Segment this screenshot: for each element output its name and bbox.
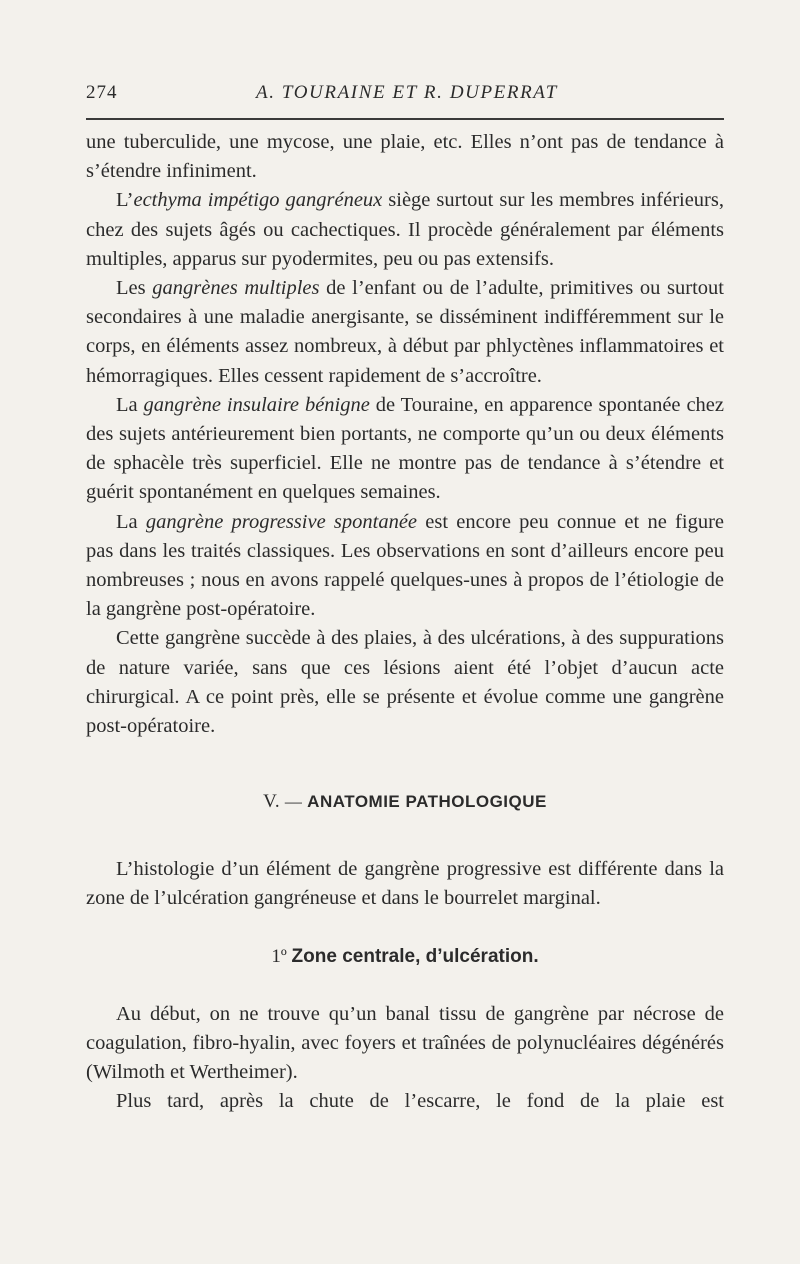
paragraph-ecthyma — [86, 186, 724, 274]
paragraph-prefix: La — [116, 510, 146, 533]
italic-term: gangrènes multiples — [152, 277, 320, 300]
paragraph-gangrene-progressive — [86, 508, 724, 625]
section-dash: — — [280, 792, 308, 812]
paragraph-text: Au début, on ne trouve qu’un banal tissu de gangrène par nécrose de coagulation, fibro-hyalin, avec foyers et traînées de polynucléaires dégénérés (Wilmoth et Wertheimer). — [86, 1002, 724, 1084]
paragraph-text: est encore peu connue et ne figure pas dans les traités classiques. Les observations en sont d’ailleurs encore peu nombreuses ; nous en avons rappelé quelques-unes à propos de l’étiologie de la gangrène post-opératoire. — [86, 510, 725, 621]
paragraph-gangrenes-multiples — [86, 274, 724, 391]
paragraph-text: Cette gangrène succède à des plaies, à des ulcérations, à des suppurations de nature variée, sans que ces lésions aient été l’objet d’aucun acte chirurgical. A ce point près, elle se présente et évolue comme une gangrène post-opératoire. — [86, 627, 724, 738]
paragraph-gangrene-insulaire — [86, 391, 724, 508]
paragraph-text: L’histologie d’un élément de gangrène progressive est différente dans la zone de l’ulcération gangréneuse et dans le bourrelet marginal. — [86, 858, 724, 910]
paragraph-prefix: Les — [116, 277, 153, 300]
italic-term: ecthyma impétigo gangréneux — [133, 189, 383, 212]
subsection-number: 1º — [271, 945, 287, 967]
paragraph-text: une tuberculide, une mycose, une plaie, etc. Elles n’ont pas de tendance à s’étendre infiniment. — [86, 131, 724, 183]
spacer — [86, 972, 724, 1000]
italic-term: gangrène insulaire bénigne — [143, 393, 370, 416]
paragraph-text: siège surtout sur les membres inférieurs, chez des sujets âgés ou cachectiques. Il procède généralement par éléments multiples, apparus sur pyodermites, peu ou pas extensifs. — [86, 189, 724, 270]
paragraph-prefix: La — [116, 393, 144, 416]
header-rule — [86, 118, 724, 120]
paragraph-histologie — [86, 855, 724, 913]
subsection-title: Zone centrale, d’ulcération. — [291, 945, 539, 967]
running-head-authors: A. TOURAINE ET R. DUPERRAT — [256, 82, 558, 103]
page-number: 274 — [86, 82, 118, 103]
section-numeral: V. — [263, 791, 281, 813]
running-head — [86, 78, 724, 108]
paragraph-text: de l’enfant ou de l’adulte, primitives ou surtout secondaires à une maladie anergisante, se disséminent indifféremment sur le corps, en éléments assez nombreux, à début par phlyctènes inflammatoires et hémorragiques. Elles cessent rapidement de s’accroître. — [86, 277, 724, 387]
body-text — [86, 128, 724, 1116]
paragraph-plus-tard — [86, 1087, 724, 1116]
subsection-heading — [86, 942, 724, 972]
italic-term: gangrène progressive spontanée — [145, 510, 418, 533]
section-heading — [86, 787, 724, 817]
paragraph-au-debut — [86, 1000, 724, 1088]
section-title: ANATOMIE PATHOLOGIQUE — [307, 792, 547, 812]
paragraph-text: Plus tard, après la chute de l’escarre, le fond de la plaie est — [116, 1090, 724, 1113]
paragraph-continuation — [86, 128, 724, 186]
spacer — [86, 817, 724, 855]
paragraph-prefix: L’ — [116, 189, 134, 212]
paragraph-text: de Touraine, en apparence spontanée chez des sujets antérieurement bien portants, ne comporte qu’un ou deux éléments de sphacèle très superficiel. Elle ne montre pas de tendance à s’étendre et guérit spontanément en quelques semaines. — [86, 393, 724, 504]
paragraph-succede — [86, 624, 724, 741]
